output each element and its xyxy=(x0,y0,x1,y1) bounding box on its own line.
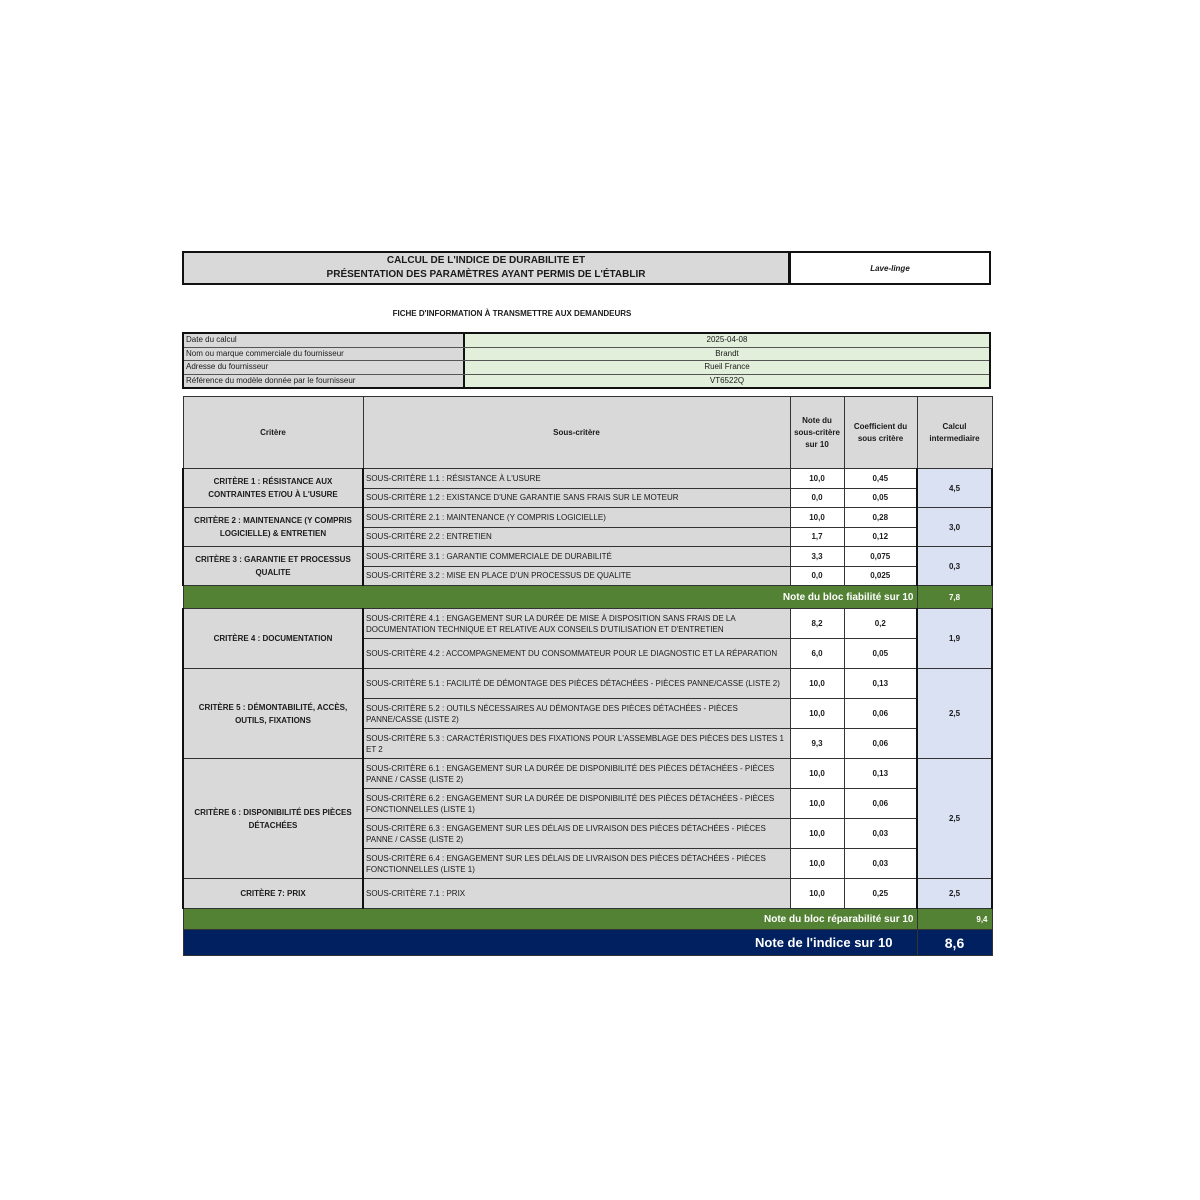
bloc-fiabilite-value: 7,8 xyxy=(917,586,992,609)
bloc-reparabilite-label: Note du bloc réparabilité sur 10 xyxy=(183,909,917,930)
indice-value: 8,6 xyxy=(917,930,992,956)
subcriterion-coef: 0,28 xyxy=(844,508,917,528)
subcriterion-label: SOUS-CRITÈRE 2.1 : MAINTENANCE (Y COMPRIS LOGICIELLE) xyxy=(363,508,790,528)
subcriterion-coef: 0,05 xyxy=(844,639,917,669)
subcriterion-note: 10,0 xyxy=(790,699,844,729)
subcriterion-coef: 0,03 xyxy=(844,849,917,879)
indice-row xyxy=(183,930,992,956)
subcriterion-note: 9,3 xyxy=(790,729,844,759)
info-label: Adresse du fournisseur xyxy=(184,361,465,374)
criterion-calc: 4,5 xyxy=(917,469,992,508)
subcriterion-label: SOUS-CRITÈRE 6.4 : ENGAGEMENT SUR LES DÉLAIS DE LIVRAISON DES PIÈCES DÉTACHÉES - PIÈCES FONCTIONNELLES (LISTE 1) xyxy=(363,849,790,879)
table-row xyxy=(183,609,992,639)
subcriterion-note: 10,0 xyxy=(790,819,844,849)
table-row xyxy=(183,879,992,909)
product-type: Lave-linge xyxy=(789,251,991,285)
subcriterion-note: 10,0 xyxy=(790,849,844,879)
criterion-label: CRITÈRE 3 : GARANTIE ET PROCESSUS QUALITE xyxy=(183,547,363,586)
table-row xyxy=(183,669,992,699)
subcriterion-note: 10,0 xyxy=(790,508,844,528)
subcriterion-coef: 0,2 xyxy=(844,609,917,639)
criterion-calc: 1,9 xyxy=(917,609,992,669)
criterion-label: CRITÈRE 5 : DÉMONTABILITÉ, ACCÈS, OUTILS, FIXATIONS xyxy=(183,669,363,759)
info-value: Rueil France xyxy=(465,361,989,374)
subcriterion-label: SOUS-CRITÈRE 1.2 : EXISTANCE D'UNE GARANTIE SANS FRAIS SUR LE MOTEUR xyxy=(363,488,790,508)
col-header-critere: Critère xyxy=(183,397,363,469)
criterion-calc: 3,0 xyxy=(917,508,992,547)
info-row-brand xyxy=(184,347,989,361)
info-label: Date du calcul xyxy=(184,334,465,347)
subcriterion-note: 10,0 xyxy=(790,469,844,489)
criterion-label: CRITÈRE 4 : DOCUMENTATION xyxy=(183,609,363,669)
criterion-calc: 0,3 xyxy=(917,547,992,586)
subcriterion-note: 10,0 xyxy=(790,669,844,699)
info-value: 2025-04-08 xyxy=(465,334,989,347)
subcriterion-coef: 0,03 xyxy=(844,819,917,849)
subcriterion-label: SOUS-CRITÈRE 2.2 : ENTRETIEN xyxy=(363,527,790,547)
subcriterion-coef: 0,25 xyxy=(844,879,917,909)
fiche-label: FICHE D'INFORMATION À TRANSMETTRE AUX DEMANDEURS xyxy=(392,309,632,318)
info-row-date xyxy=(184,334,989,347)
col-header-coef: Coefficient du sous critère xyxy=(844,397,917,469)
info-value: VT6522Q xyxy=(465,375,989,388)
subcriterion-label: SOUS-CRITÈRE 6.2 : ENGAGEMENT SUR LA DURÉE DE DISPONIBILITÉ DES PIÈCES DÉTACHÉES - PIÈCES FONCTIONNELLES (LISTE 1) xyxy=(363,789,790,819)
subcriterion-coef: 0,06 xyxy=(844,789,917,819)
subcriterion-note: 0,0 xyxy=(790,488,844,508)
subcriterion-note: 10,0 xyxy=(790,789,844,819)
info-label: Nom ou marque commerciale du fournisseur xyxy=(184,348,465,361)
subcriterion-note: 0,0 xyxy=(790,566,844,586)
subcriterion-coef: 0,025 xyxy=(844,566,917,586)
subcriterion-label: SOUS-CRITÈRE 7.1 : PRIX xyxy=(363,879,790,909)
subcriterion-coef: 0,06 xyxy=(844,729,917,759)
bloc-reparabilite-value: 9,4 xyxy=(917,909,992,930)
subcriterion-label: SOUS-CRITÈRE 3.2 : MISE EN PLACE D'UN PROCESSUS DE QUALITE xyxy=(363,566,790,586)
subcriterion-label: SOUS-CRITÈRE 5.2 : OUTILS NÉCESSAIRES AU DÉMONTAGE DES PIÈCES DÉTACHÉES - PIÈCES PANNE/CASSE (LISTE 2) xyxy=(363,699,790,729)
bloc-reparabilite-row xyxy=(183,909,992,930)
subcriterion-note: 6,0 xyxy=(790,639,844,669)
table-row xyxy=(183,469,992,489)
subcriterion-label: SOUS-CRITÈRE 5.3 : CARACTÉRISTIQUES DES FIXATIONS POUR L'ASSEMBLAGE DES PIÈCES DES LISTES 1 ET 2 xyxy=(363,729,790,759)
subcriterion-coef: 0,075 xyxy=(844,547,917,567)
subcriterion-label: SOUS-CRITÈRE 6.1 : ENGAGEMENT SUR LA DURÉE DE DISPONIBILITÉ DES PIÈCES DÉTACHÉES - PIÈCES PANNE / CASSE (LISTE 2) xyxy=(363,759,790,789)
bloc-fiabilite-label: Note du bloc fiabilité sur 10 xyxy=(183,586,917,609)
info-value: Brandt xyxy=(465,348,989,361)
subcriterion-coef: 0,05 xyxy=(844,488,917,508)
subcriterion-label: SOUS-CRITÈRE 3.1 : GARANTIE COMMERCIALE DE DURABILITÉ xyxy=(363,547,790,567)
indice-label: Note de l'indice sur 10 xyxy=(183,930,917,956)
title-line-1: CALCUL DE L'INDICE DE DURABILITE ET xyxy=(386,255,586,266)
document-title xyxy=(182,251,790,285)
col-header-calcul: Calcul intermediaire xyxy=(917,397,992,469)
subcriterion-label: SOUS-CRITÈRE 6.3 : ENGAGEMENT SUR LES DÉLAIS DE LIVRAISON DES PIÈCES DÉTACHÉES - PIÈCES PANNE / CASSE (LISTE 2) xyxy=(363,819,790,849)
subcriterion-label: SOUS-CRITÈRE 4.1 : ENGAGEMENT SUR LA DURÉE DE MISE À DISPOSITION SANS FRAIS DE LA DOCUMENTATION TECHNIQUE ET RELATIVE AUX CONSEILS D'UTILISATION ET D'ENTRETIEN xyxy=(363,609,790,639)
subcriterion-coef: 0,13 xyxy=(844,759,917,789)
criterion-calc: 2,5 xyxy=(917,879,992,909)
subcriterion-coef: 0,06 xyxy=(844,699,917,729)
table-row xyxy=(183,547,992,567)
subcriterion-label: SOUS-CRITÈRE 4.2 : ACCOMPAGNEMENT DU CONSOMMATEUR POUR LE DIAGNOSTIC ET LA RÉPARATION xyxy=(363,639,790,669)
subcriterion-label: SOUS-CRITÈRE 1.1 : RÉSISTANCE À L'USURE xyxy=(363,469,790,489)
criterion-label: CRITÈRE 2 : MAINTENANCE (Y COMPRIS LOGICIELLE) & ENTRETIEN xyxy=(183,508,363,547)
subcriterion-note: 10,0 xyxy=(790,759,844,789)
subcriterion-label: SOUS-CRITÈRE 5.1 : FACILITÉ DE DÉMONTAGE DES PIÈCES DÉTACHÉES - PIÈCES PANNE/CASSE (LISTE 2) xyxy=(363,669,790,699)
criterion-label: CRITÈRE 6 : DISPONIBILITÉ DES PIÈCES DÉTACHÉES xyxy=(183,759,363,879)
bloc-fiabilite-row xyxy=(183,586,992,609)
info-row-address xyxy=(184,360,989,374)
subcriterion-note: 3,3 xyxy=(790,547,844,567)
info-table xyxy=(182,332,991,389)
criterion-label: CRITÈRE 7: PRIX xyxy=(183,879,363,909)
table-row xyxy=(183,508,992,528)
subcriterion-coef: 0,12 xyxy=(844,527,917,547)
criteria-table xyxy=(182,396,993,956)
title-line-2: PRÉSENTATION DES PARAMÈTRES AYANT PERMIS DE L'ÉTABLIR xyxy=(326,269,646,280)
col-header-sous-critere: Sous-critère xyxy=(363,397,790,469)
info-row-reference xyxy=(184,374,989,388)
criterion-calc: 2,5 xyxy=(917,669,992,759)
criterion-label: CRITÈRE 1 : RÉSISTANCE AUX CONTRAINTES ET/OU À L'USURE xyxy=(183,469,363,508)
info-label: Référence du modèle donnée par le fournisseur xyxy=(184,375,465,388)
subcriterion-note: 1,7 xyxy=(790,527,844,547)
subcriterion-coef: 0,45 xyxy=(844,469,917,489)
table-header-row xyxy=(183,397,992,469)
col-header-note: Note du sous-critère sur 10 xyxy=(790,397,844,469)
criterion-calc: 2,5 xyxy=(917,759,992,879)
subcriterion-note: 8,2 xyxy=(790,609,844,639)
subcriterion-coef: 0,13 xyxy=(844,669,917,699)
subcriterion-note: 10,0 xyxy=(790,879,844,909)
table-row xyxy=(183,759,992,789)
